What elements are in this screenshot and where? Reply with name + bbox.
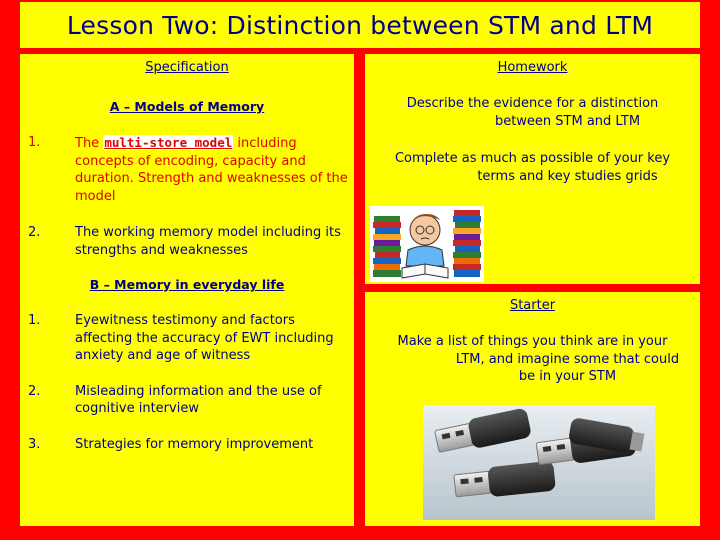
starter-panel — [365, 292, 700, 526]
section-a-heading: A – Models of Memory — [109, 99, 265, 114]
homework-panel — [365, 54, 700, 284]
section-b-heading: B – Memory in everyday life — [89, 277, 285, 292]
list-number: 1. — [28, 313, 41, 328]
student-with-books-icon — [370, 206, 484, 282]
page-title: Lesson Two: Distinction between STM and LTM — [66, 10, 654, 40]
homework-task-1: Describe the evidence for a distinction between STM and LTM — [406, 96, 659, 129]
specification-panel — [20, 54, 354, 526]
list-number: 2. — [28, 383, 41, 399]
list-item — [20, 312, 354, 365]
keyword-highlight: multi-store model — [104, 135, 233, 150]
title-bar — [20, 2, 700, 48]
homework-task-2: Complete as much as possible of your key terms and key studies grids — [394, 151, 671, 184]
item-text: Eyewitness testimony and factors affecting the accuracy of EWT including anxiety and age of witness — [75, 313, 334, 363]
list-number: 2. — [28, 225, 41, 240]
section-b-list — [20, 312, 354, 453]
list-item — [20, 383, 354, 418]
item-prefix: The — [75, 136, 104, 151]
list-item — [20, 134, 354, 205]
section-a-list — [20, 134, 354, 259]
list-item — [20, 436, 354, 454]
item-text: Strategies for memory improvement — [75, 436, 314, 452]
specification-heading: Specification — [145, 60, 229, 75]
homework-heading: Homework — [497, 60, 568, 75]
starter-heading: Starter — [509, 298, 556, 313]
list-item — [20, 224, 354, 259]
item-text: Misleading information and the use of cognitive interview — [75, 383, 322, 416]
item-text: The working memory model including its strengths and weaknesses — [75, 225, 341, 258]
list-number: 1. — [28, 135, 41, 150]
item-text: including concepts of encoding, capacity and duration. Strength and weaknesses of the model — [75, 136, 348, 204]
usb-drives-icon — [423, 405, 655, 520]
starter-task: Make a list of things you think are in your LTM, and imagine some that could be in your STM — [397, 334, 680, 384]
list-number: 3. — [28, 436, 41, 452]
